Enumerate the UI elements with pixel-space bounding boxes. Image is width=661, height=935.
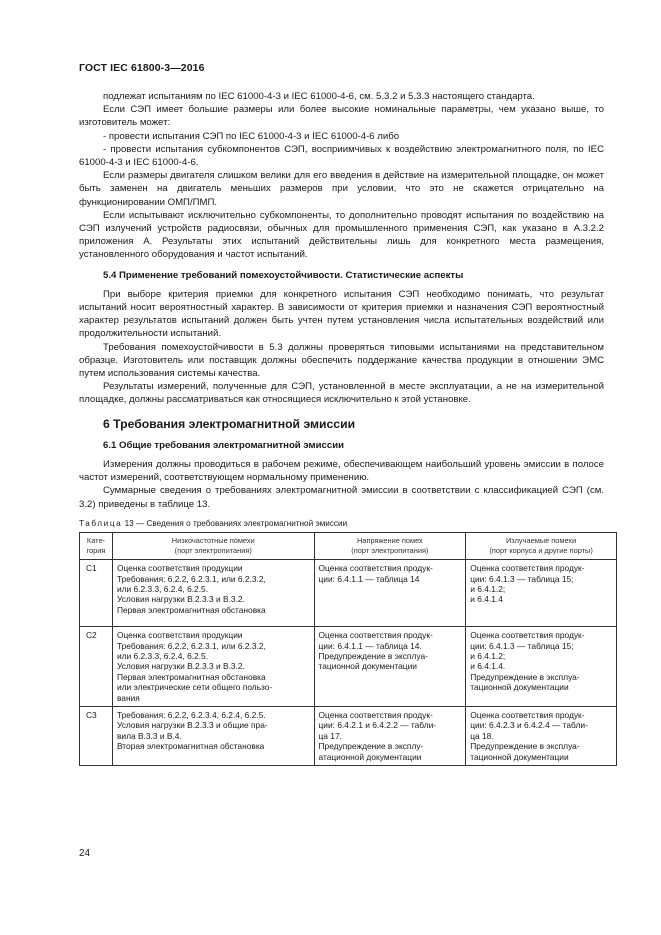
body-text [79, 90, 604, 534]
table-row [80, 707, 617, 766]
table-cell: Оценка соответствия продук- ции: 6.4.2.3 и 6.4.2.4 — табли- ца 18. Предупреждение в эксплуа- тационной документации [466, 707, 617, 766]
paragraph: Если размеры двигателя слишком велики для его введения в действие на измерительной площадке, он может быть заменен на двигатель меньших размеров при условии, что это не скажется отрицательно на функционировании ОМП/ПМП. [79, 170, 604, 208]
table-cell: Оценка соответствия продук- ции: 6.4.2.1 и 6.4.2.2 — табли- ца 17. Предупреждение в эксплу- атационной документации [314, 707, 466, 766]
subsection-heading: 6.1 Общие требования электромагнитной эмиссии [103, 439, 345, 451]
table-caption-label: Таблица [79, 518, 123, 528]
table-cell-category: С2 [80, 627, 113, 707]
table-cell: Требования: 6.2.2, 6.2.3.4, 6.2.4, 6.2.5. Условия нагрузки В.2.3.3 и общие пра- вила В.3.3 и В.4. Вторая электромагнитная обстановка [112, 707, 314, 766]
paragraph: При выборе критерия приемки для конкретного испытания СЭП необходимо понимать, что результат испытаний носит вероятностный характер. В зависимости от критерия приемки и назначения СЭП вероятностный характер результатов испытаний должен быть учтен путем установления числа испытательных воздействий или продолжительности испытаний. [79, 288, 604, 340]
column-header-low-frequency: Низкочастотные помехи (порт электропитания) [112, 533, 314, 560]
table-cell-category: С1 [80, 560, 113, 627]
table-cell-category: С3 [80, 707, 113, 766]
document-header: ГОСТ IEC 61800-3—2016 [79, 62, 205, 74]
column-header-radiated: Излучаемые помехи (порт корпуса и другие порты) [466, 533, 617, 560]
table-cell: Оценка соответствия продук- ции: 6.4.1.3 — таблица 15; и 6.4.1.2; и 6.4.1.4 [466, 560, 617, 627]
table-cell: Оценка соответствия продукции Требования: 6.2.2, 6.2.3.1, или 6.2.3.2, или 6.2.3.3, 6.2.4, 6.2.5. Условия нагрузки В.2.3.3 и В.3.2. Первая электромагнитная обстановка [112, 560, 314, 627]
paragraph: Если СЭП имеет большие размеры или более высокие номинальные параметры, чем указано выше, то изготовитель может: [79, 104, 604, 129]
paragraph: Результаты измерений, полученные для СЭП, установленной в месте эксплуатации, а не на измерительной площадке, должны рассматриваться как относящиеся исключительно к этой установке. [79, 381, 604, 406]
table-caption-text: 13 — Сведения о требованиях электромагнитной эмиссии [124, 518, 348, 528]
paragraph: подлежат испытаниям по IEC 61000-4-3 и IEC 61000-4-6, см. 5.3.2 и 5.3.3 настоящего стандарта. [103, 91, 535, 102]
page-number: 24 [79, 848, 91, 859]
list-item: - провести испытания субкомпонентов СЭП, восприимчивых к воздействию электромагнитного поля, по IEC 61000-4-3 и IEC 61000-4-6. [79, 143, 604, 169]
column-header-voltage: Напряжение помех (порт электропитания) [314, 533, 466, 560]
section-heading: 6 Требования электромагнитной эмиссии [103, 416, 356, 431]
emission-requirements-table [79, 532, 617, 766]
paragraph: Требования помехоустойчивости в 5.3 должны проверяться типовыми испытаниями на представительном образце. Изготовитель или поставщик должны обеспечить поддержание качества продукции в отношении ЭМС путем использования системы качества. [79, 341, 604, 380]
list-item: - провести испытания СЭП по IEC 61000-4-3 и IEC 61000-4-6 либо [103, 130, 400, 142]
table-cell: Оценка соответствия продукции Требования: 6.2.2, 6.2.3.1, или 6.2.3.2, или 6.2.3.3, 6.2.4, 6.2.5. Условия нагрузки В.2.3.3 и В.3.2. Первая электромагнитная обстановка или электрические сети общего пользо- вания [112, 627, 314, 707]
table-row [80, 627, 617, 707]
column-header-category: Кате- гория [80, 533, 113, 560]
section-heading: 5.4 Применение требований помехоустойчивости. Статистические аспекты [103, 269, 464, 281]
table-cell: Оценка соответствия продук- ции: 6.4.1.1 — таблица 14. Предупреждение в эксплуа- тационной документации [314, 627, 466, 707]
paragraph: Суммарные сведения о требованиях электромагнитной эмиссии в соответствии с классификацией СЭП (см. 3.2) приведены в таблице 13. [79, 485, 604, 510]
paragraph: Измерения должны проводиться в рабочем режиме, обеспечивающем наибольший уровень эмиссии в полосе частот измерений, соответствующем нормальному применению. [79, 459, 604, 484]
table-cell: Оценка соответствия продук- ции: 6.4.1.1 — таблица 14 [314, 560, 466, 627]
table-caption [79, 517, 604, 530]
paragraph: Если испытывают исключительно субкомпоненты, то дополнительно проводят испытания по воздействию на СЭП излучений устройств радиосвязи, обычных для промышленного применения СЭП, как указано в А.3.2.2 приложения А. Результаты этих испытаний действительны лишь для конкретного места размещения, установленного оборудования и частот испытаний. [79, 209, 604, 261]
table-header-row [80, 533, 617, 560]
table-row [80, 560, 617, 627]
table-cell: Оценка соответствия продук- ции: 6.4.1.3 — таблица 15; и 6.4.1.2; и 6.4.1.4. Предупреждение в эксплуа- тационной документации [466, 627, 617, 707]
